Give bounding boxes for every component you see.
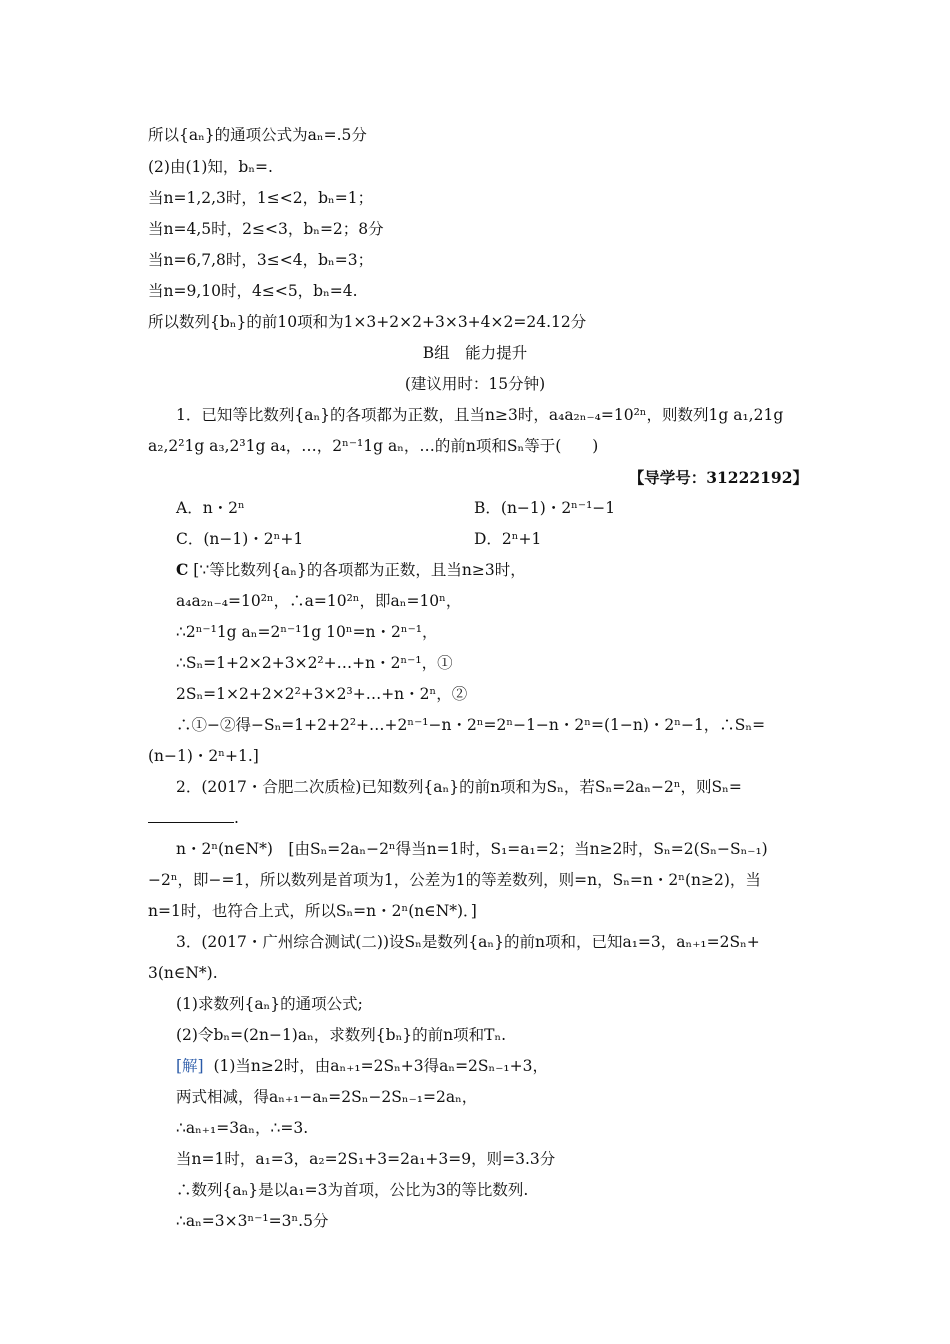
solution-3-line: 当n=1时，a₁=3，a₂=2S₁+3=2a₁+3=9，则=3.3分 — [176, 1150, 556, 1168]
solution-2-line: −2ⁿ，即−=1，所以数列是首项为1，公差为1的等差数列，则=n，Sₙ=n・2ⁿ(n≥2)，当 — [148, 871, 761, 889]
question-3-text: 3(n∈N*). — [148, 964, 218, 982]
option-a: A．n・2ⁿ — [176, 499, 245, 517]
text-line: 当n=9,10时，4≤<5，bₙ=4. — [148, 282, 358, 300]
question-2-text: 2．(2017・合肥二次质检)已知数列{aₙ}的前n项和为Sₙ，若Sₙ=2aₙ−2ⁿ，则Sₙ= — [176, 778, 742, 796]
solution-text: (1)当n≥2时，由aₙ₊₁=2Sₙ+3得aₙ=2Sₙ₋₁+3， — [213, 1057, 548, 1075]
solution-3-line: ∴aₙ=3×3ⁿ⁻¹=3ⁿ.5分 — [176, 1212, 329, 1230]
solution-text: [∵等比数列{aₙ}的各项都为正数，且当n≥3时， — [193, 561, 526, 579]
option-b: B．(n−1)・2ⁿ⁻¹−1 — [474, 499, 616, 517]
answer-letter: C — [176, 560, 189, 579]
question-3-part-2: (2)令bₙ=(2n−1)aₙ，求数列{bₙ}的前n项和Tₙ. — [176, 1026, 507, 1044]
text-line: 当n=1,2,3时，1≤<2，bₙ=1； — [148, 189, 374, 207]
solution-2-line: n・2ⁿ(n∈N*) [由Sₙ=2aₙ−2ⁿ得当n=1时，S₁=a₁=2；当n≥2时，Sₙ=2(Sₙ−Sₙ₋₁) — [176, 840, 768, 858]
question-2-blank-line — [148, 808, 239, 828]
text-line: 所以数列{bₙ}的前10项和为1×3+2×2+3×3+4×2=24.12分 — [148, 313, 587, 331]
section-title: B组 能力提升 — [422, 344, 528, 362]
option-d: D．2ⁿ+1 — [474, 530, 542, 548]
solution-2-line: n=1时，也符合上式，所以Sₙ=n・2ⁿ(n∈N*)．] — [148, 902, 477, 920]
solution-1-line: a₄a₂ₙ₋₄=10²ⁿ，∴a=10²ⁿ，即aₙ=10ⁿ， — [176, 592, 462, 610]
answer-blank — [148, 808, 234, 823]
solution-1-line: 2Sₙ=1×2+2×2²+3×2³+…+n・2ⁿ，② — [176, 685, 468, 703]
solution-label: [解] — [176, 1057, 204, 1075]
text-line: 当n=6,7,8时，3≤<4，bₙ=3； — [148, 251, 374, 269]
solution-1-line: (n−1)・2ⁿ+1.] — [148, 747, 259, 765]
solution-3-line: ∴数列{aₙ}是以a₁=3为首项，公比为3的等比数列. — [176, 1181, 529, 1199]
question-1-text: a₂,2²1g a₃,2³1g a₄，…，2ⁿ⁻¹1g aₙ，…的前n项和Sₙ等于( ) — [148, 437, 599, 455]
text-line: (2)由(1)知，bₙ=. — [148, 158, 273, 176]
solution-1-line: ∴2ⁿ⁻¹1g aₙ=2ⁿ⁻¹1g 10ⁿ=n・2ⁿ⁻¹， — [176, 623, 438, 641]
question-3-text: 3．(2017・广州综合测试(二))设Sₙ是数列{aₙ}的前n项和，已知a₁=3，aₙ₊₁=2Sₙ+ — [176, 933, 760, 951]
text-line: 当n=4,5时，2≤<3，bₙ=2；8分 — [148, 220, 384, 238]
question-3-part-1: (1)求数列{aₙ}的通项公式; — [176, 995, 363, 1013]
solution-3-line: 两式相减，得aₙ₊₁−aₙ=2Sₙ−2Sₙ₋₁=2aₙ， — [176, 1088, 478, 1106]
solution-3-line — [176, 1056, 548, 1076]
text-line: 所以{aₙ}的通项公式为aₙ=.5分 — [148, 126, 367, 144]
question-1-text: 1．已知等比数列{aₙ}的各项都为正数，且当n≥3时，a₄a₂ₙ₋₄=10²ⁿ，则数列1g a₁,21g — [176, 406, 784, 424]
option-c: C．(n−1)・2ⁿ+1 — [176, 530, 304, 548]
period: . — [234, 809, 239, 827]
solution-1-line — [176, 560, 526, 580]
solution-3-line: ∴aₙ₊₁=3aₙ，∴=3. — [176, 1119, 309, 1137]
solution-1-line: ∴Sₙ=1+2×2+3×2²+…+n・2ⁿ⁻¹，① — [176, 654, 453, 672]
guide-number: 【导学号：31222192】 — [628, 468, 808, 487]
solution-1-line: ∴①−②得−Sₙ=1+2+2²+…+2ⁿ⁻¹−n・2ⁿ=2ⁿ−1−n・2ⁿ=(1−n)・2ⁿ−1，∴Sₙ= — [176, 716, 766, 734]
section-subtitle: (建议用时：15分钟) — [404, 375, 546, 393]
